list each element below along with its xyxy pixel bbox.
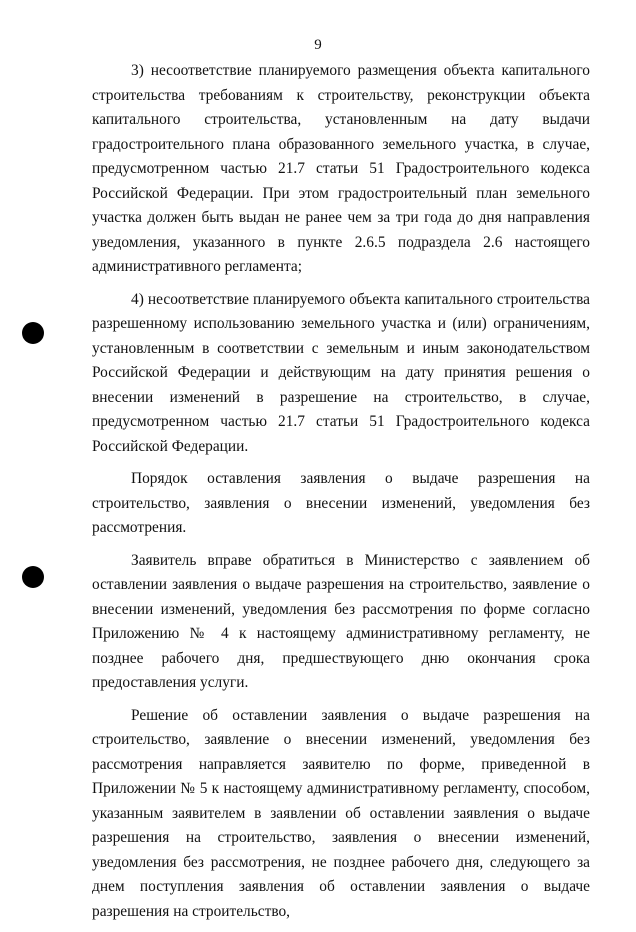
punch-hole-mark [22, 566, 44, 588]
punch-hole-mark [22, 322, 44, 344]
document-body [92, 59, 590, 932]
paragraph-applicant-right: Заявитель вправе обратиться в Министерство с заявлением об оставлении заявления о выдаче разрешения на строительство, заявление о внесении изменений, уведомления без рассмотрения по форме согласно Приложению № 4 к настоящему административному регламенту, не позднее рабочего дня, предшествующего дню окончания срока предоставления услуги. [92, 551, 590, 691]
paragraph-item-4: 4) несоответствие планируемого объекта капитального строительства разрешенному использованию земельного участка и (или) ограничениям, установленным в соответствии с земельным и иным законодательством Российской Федерации и действующим на дату принятия решения о внесении изменений в разрешение на строительство, в случае, предусмотренном частью 21.7 статьи 51 Градостроительного кодекса Российской Федерации. [92, 290, 590, 455]
paragraph-procedure-heading: Порядок оставления заявления о выдаче разрешения на строительство, заявления о внесении изменений, уведомления без рассмотрения. [92, 470, 590, 536]
page-number: 9 [314, 37, 322, 53]
paragraph-decision: Решение об оставлении заявления о выдаче разрешения на строительство, заявление о внесении изменений, уведомления без рассмотрения направляется заявителю по форме, приведенной в Приложении № 5 к настоящему административному регламенту, способом, указанным заявителем в заявлении об оставлении заявления о выдаче разрешения на строительство, заявления о внесении изменений, уведомления без рассмотрения, не позднее рабочего дня, следующего за днем поступления заявления об оставлении заявления о выдаче разрешения на строительство, [92, 706, 590, 920]
paragraph-item-3: 3) несоответствие планируемого размещения объекта капитального строительства требованиям к строительству, реконструкции объекта капитального строительства, установленным на дату выдачи градостроительного плана образованного земельного участка, в случае, предусмотренном частью 21.7 статьи 51 Градостроительного кодекса Российской Федерации. При этом градостроительный план земельного участка должен быть выдан не ранее чем за три года до дня направления уведомления, указанного в пункте 2.6.5 подраздела 2.6 настоящего административного регламента; [92, 62, 590, 275]
